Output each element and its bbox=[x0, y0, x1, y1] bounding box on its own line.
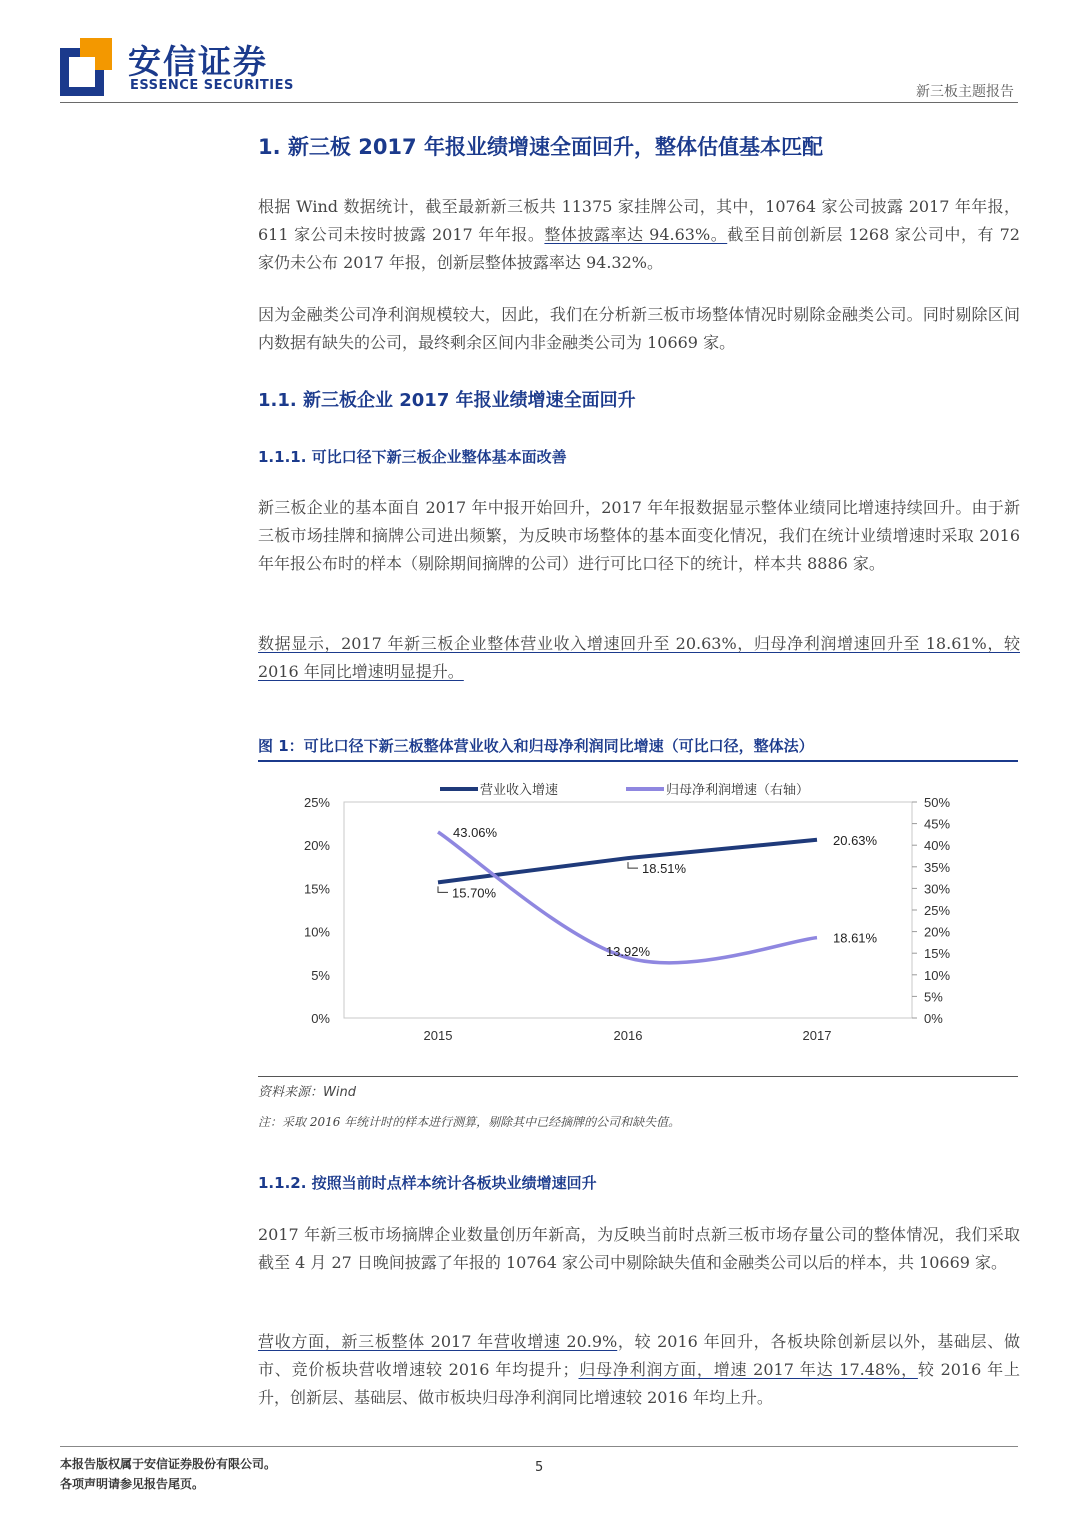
paragraph-board-growth-revenue: 营收方面，新三板整体 2017 年营收增速 20.9% bbox=[258, 1332, 618, 1351]
logo-text-cn: 安信证券 bbox=[128, 42, 268, 81]
revenue-data-label: 15.70% bbox=[452, 885, 497, 901]
x-tick-label: 2015 bbox=[423, 1028, 453, 1043]
page-number: 5 bbox=[535, 1460, 544, 1475]
y-right-tick-label: 5% bbox=[924, 989, 943, 1005]
y-right-tick-label: 35% bbox=[924, 859, 951, 875]
y-right-tick-label: 45% bbox=[924, 816, 951, 832]
y-right-tick-label: 0% bbox=[924, 1011, 943, 1026]
revenue-data-label: 18.51% bbox=[642, 861, 687, 877]
paragraph-board-growth-part-d: 较 2016 年上升，创新层、基础层、做市板块归母净利润同比增速较 2016 年均上升。 bbox=[258, 1360, 1020, 1407]
revenue-label-leader bbox=[438, 886, 448, 892]
y-left-tick-label: 15% bbox=[303, 881, 330, 897]
revenue-data-label: 20.63% bbox=[833, 832, 878, 848]
logo-text-en: ESSENCE SECURITIES bbox=[130, 78, 294, 93]
section-1-1-1-title: 1.1.1. 可比口径下新三板企业整体基本面改善 bbox=[258, 448, 567, 466]
y-left-tick-label: 20% bbox=[303, 838, 330, 854]
essence-logo-icon bbox=[60, 38, 112, 96]
growth-line-chart bbox=[258, 765, 1018, 1075]
profit-data-label: 13.92% bbox=[605, 943, 651, 959]
figure-note: 注：采取 2016 年统计时的样本进行测算，剔除其中已经摘牌的公司和缺失值。 bbox=[258, 1115, 681, 1129]
y-right-tick-label: 30% bbox=[924, 881, 951, 897]
profit-data-label: 18.61% bbox=[833, 930, 878, 946]
section-1-1-2-title: 1.1.2. 按照当前时点样本统计各板块业绩增速回升 bbox=[258, 1174, 597, 1192]
figure-source: 资料来源：Wind bbox=[258, 1085, 356, 1100]
paragraph-board-growth-part-b: ，较 2016 年回升，各板块除创新层以外，基础层、做市、竞价板块营收增速较 2016 年均提升； bbox=[258, 1332, 1020, 1379]
figure-1-title: 图 1：可比口径下新三板整体营业收入和归母净利润同比增速（可比口径，整体法） bbox=[258, 737, 814, 755]
paragraph-sample: 2017 年新三板市场摘牌企业数量创历年新高，为反映当前时点新三板市场存量公司的整体情况，我们采取截至 4 月 27 日晚间披露了年报的 10764 家公司中剔除缺失值和金融类公司以后的样本，共 10669 家。 bbox=[258, 1225, 1020, 1272]
y-right-tick-label: 15% bbox=[924, 946, 951, 962]
paragraph-exclusion: 因为金融类公司净利润规模较大，因此，我们在分析新三板市场整体情况时剔除金融类公司。同时剔除区间内数据有缺失的公司，最终剩余区间内非金融类公司为 10669 家。 bbox=[258, 305, 1020, 352]
legend-label-profit: 归母净利润增速（右轴） bbox=[666, 782, 810, 797]
x-tick-label: 2017 bbox=[802, 1028, 832, 1043]
figure-bottom-rule bbox=[258, 1076, 1018, 1077]
y-left-tick-label: 10% bbox=[303, 924, 330, 940]
y-right-tick-label: 10% bbox=[924, 967, 951, 983]
paragraph-fundamentals: 新三板企业的基本面自 2017 年中报开始回升，2017 年年报数据显示整体业绩同比增速持续回升。由于新三板市场挂牌和摘牌公司进出频繁，为反映市场整体的基本面变化情况，我们在统计业绩增速时采取 2016 年年报公布时的样本（剔除期间摘牌的公司）进行可比口径下的统计，样本共 8886 家。 bbox=[258, 498, 1020, 573]
footer-copyright: 本报告版权属于安信证券股份有限公司。 bbox=[60, 1457, 277, 1471]
paragraph-disclosure-part-a: 根据 Wind 数据统计，截至最新新三板共 11375 家挂牌公司，其中，10764 家公司披露 2017 年年报，611 家公司未按时披露 2017 年年报。 bbox=[258, 197, 1020, 244]
paragraph-disclosure-part-c: 截至目前创新层 1268 家公司中，有 72 家仍未公布 2017 年报，创新层整体披露率达 94.32%。 bbox=[258, 225, 1020, 272]
footer-disclaimer: 各项声明请参见报告尾页。 bbox=[60, 1477, 205, 1491]
y-left-tick-label: 5% bbox=[311, 967, 330, 983]
paragraph-disclosure-highlight: 整体披露率达 94.63%。 bbox=[544, 225, 728, 244]
y-right-tick-label: 50% bbox=[924, 795, 951, 810]
y-right-tick-label: 40% bbox=[924, 838, 951, 854]
y-right-tick-label: 25% bbox=[924, 903, 951, 918]
report-type: 新三板主题报告 bbox=[916, 84, 1014, 100]
figure-top-rule bbox=[258, 760, 1018, 762]
y-left-tick-label: 0% bbox=[311, 1011, 330, 1026]
y-right-tick-label: 20% bbox=[924, 924, 951, 940]
chart-legend bbox=[440, 782, 809, 797]
paragraph-board-growth bbox=[258, 1328, 1020, 1412]
paragraph-disclosure bbox=[258, 193, 1020, 277]
legend-label-revenue: 营业收入增速 bbox=[480, 782, 559, 797]
paragraph-board-growth-profit: 归母净利润方面，增速 2017 年达 17.48%， bbox=[578, 1360, 918, 1379]
y-left-tick-label: 25% bbox=[303, 795, 330, 810]
plot-area-frame bbox=[344, 802, 912, 1018]
footer-divider bbox=[60, 1446, 1018, 1447]
header-divider bbox=[60, 102, 1018, 103]
revenue-label-leader bbox=[628, 862, 638, 868]
x-tick-label: 2016 bbox=[613, 1028, 643, 1043]
section-1-title: 1. 新三板 2017 年报业绩增速全面回升，整体估值基本匹配 bbox=[258, 135, 823, 159]
paragraph-growth-highlight: 数据显示，2017 年新三板企业整体营业收入增速回升至 20.63%，归母净利润增速回升至 18.61%，较 2016 年同比增速明显提升。 bbox=[258, 634, 1020, 681]
section-1-1-title: 1.1. 新三板企业 2017 年报业绩增速全面回升 bbox=[258, 390, 636, 411]
profit-data-label: 43.06% bbox=[453, 824, 498, 840]
